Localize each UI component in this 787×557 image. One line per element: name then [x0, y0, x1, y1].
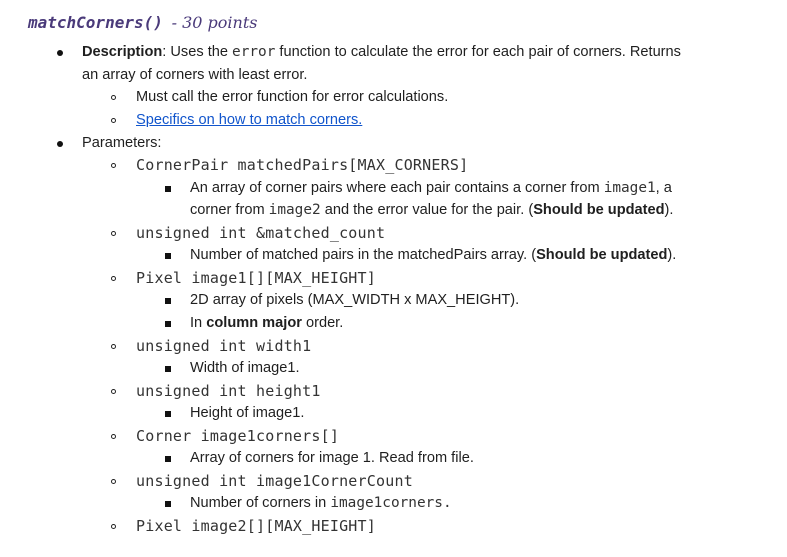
bullet-circle-icon [111, 434, 116, 439]
specifics-link[interactable]: Specifics on how to match corners. [136, 112, 363, 128]
bullet-circle-icon [111, 344, 116, 349]
description-sub-item-link-row [136, 109, 362, 132]
bullet-circle-icon [111, 389, 116, 394]
param-signature: Pixel image1[][MAX_HEIGHT] [136, 269, 376, 287]
description-label: Description [82, 44, 163, 60]
bullet-square-icon [165, 321, 171, 327]
inline-code: error [232, 44, 276, 60]
section-heading [28, 12, 257, 34]
param-signature: unsigned int width1 [136, 337, 312, 355]
param-description: 2D array of pixels (MAX_WIDTH x MAX_HEIGHT). [190, 292, 520, 308]
param-signature: unsigned int image1CornerCount [136, 472, 413, 490]
bullet-circle-icon [111, 95, 116, 100]
param-signature: Corner image1corners[] [136, 427, 340, 445]
bullet-circle-icon [111, 118, 116, 123]
bullet-circle-icon [111, 231, 116, 236]
bullet-square-icon [165, 186, 171, 192]
description-line-2: an array of corners with least error. [82, 67, 308, 83]
param-description: Width of image1. [190, 360, 300, 376]
param-signature: unsigned int height1 [136, 382, 321, 400]
bullet-disc-icon [57, 141, 63, 147]
parameters-label: Parameters: [82, 135, 162, 151]
param-description: An array of corner pairs where each pair contains a corner from image1, a [190, 180, 672, 196]
param-signature: CornerPair matchedPairs[MAX_CORNERS] [136, 156, 469, 174]
param-description: In column major order. [190, 315, 344, 331]
param-signature: unsigned int &matched_count [136, 224, 386, 242]
param-signature: Pixel image2[][MAX_HEIGHT] [136, 517, 376, 535]
bullet-square-icon [165, 298, 171, 304]
function-name: matchCorners() [28, 13, 163, 32]
bullet-circle-icon [111, 524, 116, 529]
bullet-circle-icon [111, 479, 116, 484]
bullet-square-icon [165, 366, 171, 372]
bullet-disc-icon [57, 50, 63, 56]
points-label: - 30 points [171, 13, 258, 32]
bullet-square-icon [165, 456, 171, 462]
param-description: Number of corners in image1corners. [190, 495, 452, 511]
inline-code: image1 [603, 180, 656, 196]
bullet-square-icon [165, 253, 171, 259]
bullet-square-icon [165, 411, 171, 417]
bullet-circle-icon [111, 163, 116, 168]
param-description: Height of image1. [190, 405, 305, 421]
param-description: Array of corners for image 1. Read from file. [190, 450, 474, 466]
inline-code: image1corners. [330, 495, 452, 511]
param-description: corner from image2 and the error value for the pair. (Should be updated). [190, 202, 674, 218]
description-sub-item: Must call the error function for error calculations. [136, 89, 449, 105]
inline-code: image2 [268, 202, 321, 218]
bullet-circle-icon [111, 276, 116, 281]
description-line: Description: Uses the error function to calculate the error for each pair of corners. Returns [82, 44, 681, 60]
bullet-square-icon [165, 501, 171, 507]
param-description: Number of matched pairs in the matchedPairs array. (Should be updated). [190, 247, 677, 263]
